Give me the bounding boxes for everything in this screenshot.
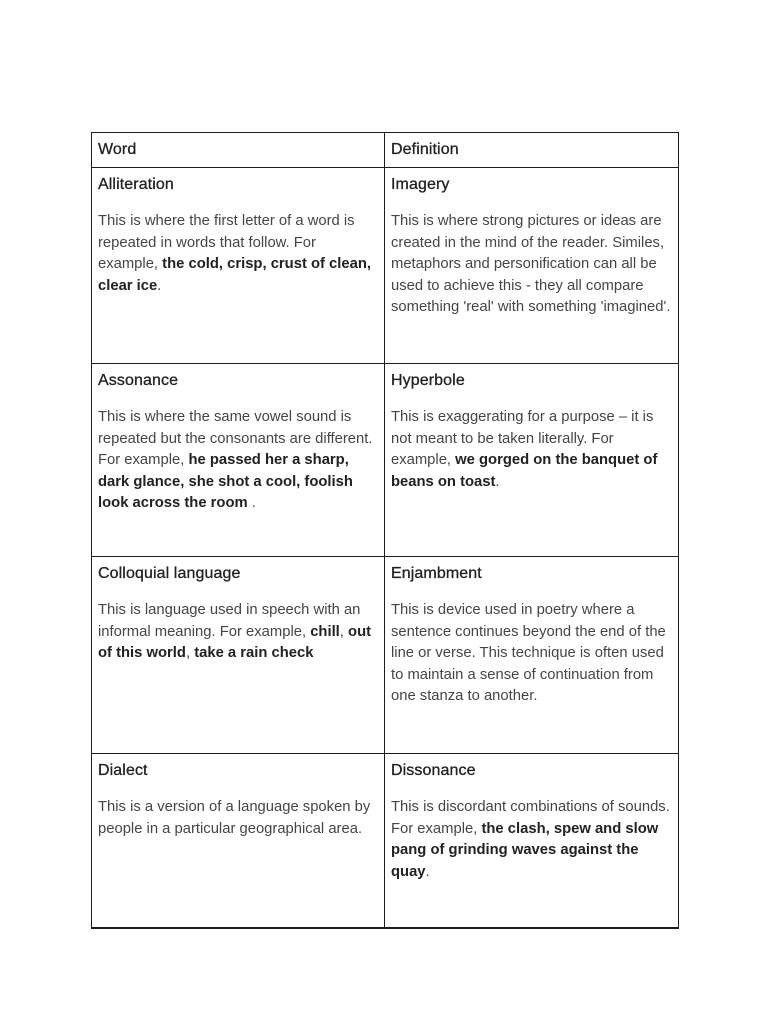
- header-word-cell: [92, 133, 385, 168]
- glossary-table: [91, 132, 679, 929]
- term-description: [98, 600, 378, 665]
- term-heading: Dissonance: [391, 762, 476, 779]
- example-phrase: he passed her a sharp, dark glance, she shot a cool, foolish look across the room: [98, 452, 353, 511]
- term-description: [391, 797, 672, 883]
- description-text: This is device used in poetry where a sentence continues beyond the end of the line or verse. This technique is often used to maintain a sense of continuation from one stanza to another.: [391, 602, 666, 704]
- description-text: .: [247, 495, 256, 511]
- definition-cell: [385, 754, 679, 928]
- description-text: This is discordant combinations of sounds. For example,: [391, 799, 670, 837]
- definition-cell: [385, 557, 679, 754]
- description-text: This is where strong pictures or ideas are created in the mind of the reader. Similes, metaphors and personification can all be used to achieve this - they all compare something 'real' with something 'imagined'.: [391, 213, 671, 315]
- term-description: [391, 211, 672, 319]
- description-text: .: [157, 277, 162, 294]
- table-body: [92, 168, 679, 928]
- description-text: .: [495, 473, 500, 490]
- description-text: This is where the same vowel sound is repeated but the consonants are different. For example,: [98, 409, 373, 468]
- term-description: [98, 211, 378, 297]
- table-row: [92, 168, 679, 364]
- term-description: [391, 600, 672, 708]
- definition-cell: [385, 364, 679, 557]
- term-heading: Colloquial language: [98, 565, 241, 582]
- term-description: [98, 797, 378, 840]
- term-heading: Alliteration: [98, 176, 174, 193]
- description-text: ,: [185, 645, 195, 661]
- term-heading: Imagery: [391, 176, 450, 193]
- description-text: ,: [339, 623, 349, 640]
- table-row: [92, 754, 679, 928]
- table-header: [92, 133, 679, 168]
- term-description: [98, 407, 378, 515]
- description-text: This is where the first letter of a word is repeated in words that follow. For example,: [98, 213, 355, 272]
- term-heading: Hyperbole: [391, 372, 465, 389]
- table-row: [92, 557, 679, 754]
- term-heading: Dialect: [98, 762, 148, 779]
- description-text: This is exaggerating for a purpose – it is not meant to be taken literally. For example,: [391, 409, 654, 468]
- header-word: Word: [98, 141, 137, 158]
- header-definition-cell: [385, 133, 679, 168]
- term-description: [391, 407, 672, 493]
- table-row: [92, 364, 679, 557]
- example-phrase: out of this world: [98, 623, 372, 661]
- term-heading: Enjambment: [391, 565, 482, 582]
- example-phrase: we gorged on the banquet of beans on toast: [391, 452, 658, 490]
- example-phrase: chill: [310, 623, 340, 640]
- word-cell: [92, 168, 385, 364]
- example-phrase: the cold, crisp, crust of clean, clear ice: [98, 256, 372, 294]
- term-heading: Assonance: [98, 372, 179, 389]
- description-text: This is a version of a language spoken by people in a particular geographical area.: [98, 799, 371, 837]
- header-row: [92, 133, 679, 168]
- word-cell: [92, 364, 385, 557]
- description-text: .: [425, 863, 430, 880]
- header-definition: Definition: [391, 141, 459, 158]
- word-cell: [92, 557, 385, 754]
- definition-cell: [385, 168, 679, 364]
- word-cell: [92, 754, 385, 928]
- description-text: This is language used in speech with an informal meaning. For example,: [98, 602, 361, 640]
- example-phrase: take a rain check: [194, 645, 314, 661]
- example-phrase: the clash, spew and slow pang of grinding waves against the quay: [391, 820, 659, 880]
